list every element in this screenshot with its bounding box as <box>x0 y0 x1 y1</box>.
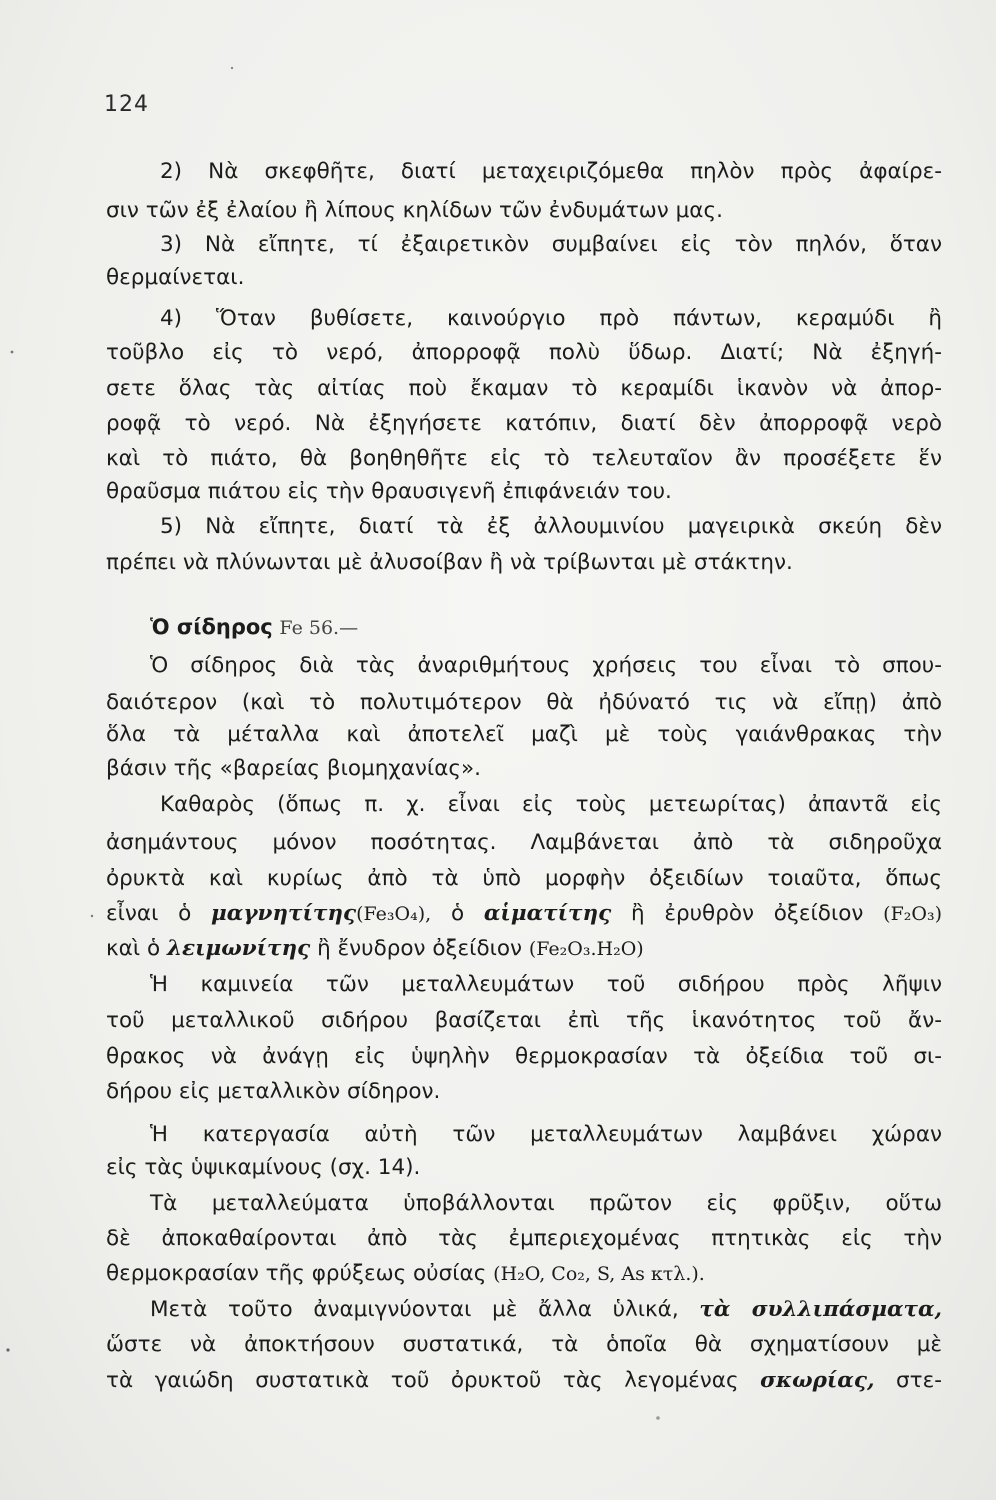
section-heading-formula: Fe 56.— <box>279 617 359 639</box>
text-fragment: εἶναι ὁ <box>106 901 212 926</box>
paragraph-3-line-2: τοῦ μεταλλικοῦ σιδήρου βασίζεται ἐπὶ τῆς ἱκανότητος τοῦ ἄν- <box>106 1008 942 1033</box>
text-fragment: Μετὰ τοῦτο ἀναμιγνύονται μὲ ἄλλα ὑλικά, <box>150 1297 700 1322</box>
question-3-line-1: 3) Νὰ εἴπητε, τί ἐξαιρετικὸν συμβαίνει εἰς τὸν πηλόν, ὅταν <box>160 232 942 257</box>
text-fragment: στε- <box>874 1368 942 1393</box>
question-4-line-6: θραῦσμα πιάτου εἰς τὴν θραυσιγενῆ ἐπιφάνειάν του. <box>106 479 672 504</box>
paragraph-1-line-2: δαιότερον (καὶ τὸ πολυτιμότερον θὰ ἠδύνατό τις νὰ εἴπῃ) ἀπὸ <box>106 690 942 715</box>
page-number: 124 <box>104 92 149 117</box>
paragraph-4-line-1: Ἡ κατεργασία αὐτὴ τῶν μεταλλευμάτων λαμβάνει χώραν <box>150 1122 942 1147</box>
question-4-line-2: τοῦβλο εἰς τὸ νερό, ἀπορροφᾷ πολὺ ὕδωρ. Διατί; Νὰ ἐξηγή- <box>106 340 942 365</box>
text-fragment: ἢ ἔνυδρον ὀξείδιον <box>310 936 529 961</box>
paragraph-1-line-4: βάσιν τῆς «βαρείας βιομηχανίας». <box>106 756 481 781</box>
paragraph-5-line-3 <box>106 1259 942 1289</box>
question-4-line-1: 4) Ὅταν βυθίσετε, καινούργιο πρὸ πάντων, κεραμύδι ἢ <box>160 306 942 331</box>
paragraph-3-line-1: Ἡ καμινεία τῶν μεταλλευμάτων τοῦ σιδήρου πρὸς λῆψιν <box>150 972 942 997</box>
paragraph-1-line-3: ὅλα τὰ μέταλλα καὶ ἀποτελεῖ μαζὶ μὲ τοὺς γαιάνθρακας τὴν <box>106 722 942 747</box>
text-fragment: τὰ γαιώδη συστατικὰ τοῦ ὀρυκτοῦ τὰς λεγομένας <box>106 1368 761 1393</box>
paragraph-5-line-1: Τὰ μεταλλεύματα ὑποβάλλονται πρῶτον εἰς φρῦξιν, οὕτω <box>150 1191 942 1216</box>
question-3-line-2: θερμαίνεται. <box>106 265 245 290</box>
mineral-hematite: αἱματίτης <box>483 901 612 926</box>
question-2-line-1: 2) Νὰ σκεφθῆτε, διατί μεταχειριζόμεθα πηλὸν πρὸς ἀφαίρε- <box>160 159 942 184</box>
question-5-line-2: πρέπει νὰ πλύνωνται μὲ ἀλυσοίβαν ἢ νὰ τρίβωνται μὲ στάκτην. <box>106 550 793 575</box>
section-heading <box>150 612 358 643</box>
text-fragment: θερμοκρασίαν τῆς φρύξεως οὐσίας <box>106 1261 494 1286</box>
question-5-line-1: 5) Νὰ εἴπητε, διατί τὰ ἐξ ἀλλουμινίου μαγειρικὰ σκεύη δὲν <box>160 514 942 539</box>
formula-volatiles: (H₂O, Co₂, S, As κτλ.). <box>493 1263 705 1285</box>
question-4-line-3: σετε ὅλας τὰς αἰτίας ποὺ ἔκαμαν τὸ κεραμίδι ἱκανὸν νὰ ἀπορ- <box>106 376 942 401</box>
paragraph-5-line-2: δὲ ἀποκαθαίρονται ἀπὸ τὰς ἐμπεριεχομένας πτητικὰς εἰς τὴν <box>106 1226 942 1251</box>
paragraph-2-line-1: Καθαρὸς (ὅπως π. χ. εἶναι εἰς τοὺς μετεωρίτας) ἀπαντᾶ εἰς <box>160 792 942 817</box>
formula-hematite: (F₂O₃) <box>883 903 942 925</box>
formula-magnetite: (Fe₃O₄), <box>356 903 432 925</box>
text-fragment: ὁ <box>431 901 484 926</box>
paragraph-3-line-3: θρακος νὰ ἀνάγῃ εἰς ὑψηλὴν θερμοκρασίαν τὰ ὀξείδια τοῦ σι- <box>106 1044 942 1069</box>
section-heading-title: Ὁ σίδηρος <box>150 615 273 639</box>
term-fluxes: τὰ συλλιπάσματα, <box>699 1297 942 1322</box>
paragraph-1-line-1: Ὁ σίδηρος διὰ τὰς ἀναριθμήτους χρήσεις του εἶναι τὸ σπου- <box>150 653 942 678</box>
question-4-line-4: ροφᾷ τὸ νερό. Νὰ ἐξηγήσετε κατόπιν, διατί δὲν ἀπορροφᾷ νερὸ <box>106 411 942 436</box>
term-slag: σκωρίας, <box>760 1368 875 1393</box>
formula-limonite: (Fe₂O₃.H₂O) <box>528 938 644 960</box>
text-fragment: καὶ ὁ <box>106 936 167 961</box>
paragraph-3-line-4: δήρου εἰς μεταλλικὸν σίδηρον. <box>106 1079 441 1104</box>
mineral-magnetite: μαγνητίτης <box>211 901 357 926</box>
paragraph-6-line-1 <box>150 1295 942 1325</box>
paragraph-6-line-2: ὥστε νὰ ἀποκτήσουν συστατικά, τὰ ὁποῖα θὰ σχηματίσουν μὲ <box>106 1332 942 1357</box>
paragraph-2-line-3: ὀρυκτὰ καὶ κυρίως ἀπὸ τὰ ὑπὸ μορφὴν ὀξειδίων τοιαῦτα, ὅπως <box>106 866 942 891</box>
question-2-line-2: σιν τῶν ἐξ ἐλαίου ἢ λίπους κηλίδων τῶν ἐνδυμάτων μας. <box>106 198 723 223</box>
paragraph-6-line-3 <box>106 1366 942 1396</box>
paragraph-4-line-2: εἰς τὰς ὑψικαμίνους (σχ. 14). <box>106 1155 421 1180</box>
paragraph-2-line-4 <box>106 899 942 929</box>
text-fragment: ἢ ἐρυθρὸν ὀξείδιον <box>611 901 884 926</box>
paragraph-2-line-2: ἀσημάντους μόνον ποσότητας. Λαμβάνεται ἀπὸ τὰ σιδηροῦχα <box>106 830 942 855</box>
paragraph-2-line-5 <box>106 934 942 964</box>
mineral-limonite: λειμωνίτης <box>166 936 311 961</box>
question-4-line-5: καὶ τὸ πιάτο, θὰ βοηθηθῆτε εἰς τὸ τελευταῖον ἂν προσέξετε ἕν <box>106 446 942 471</box>
